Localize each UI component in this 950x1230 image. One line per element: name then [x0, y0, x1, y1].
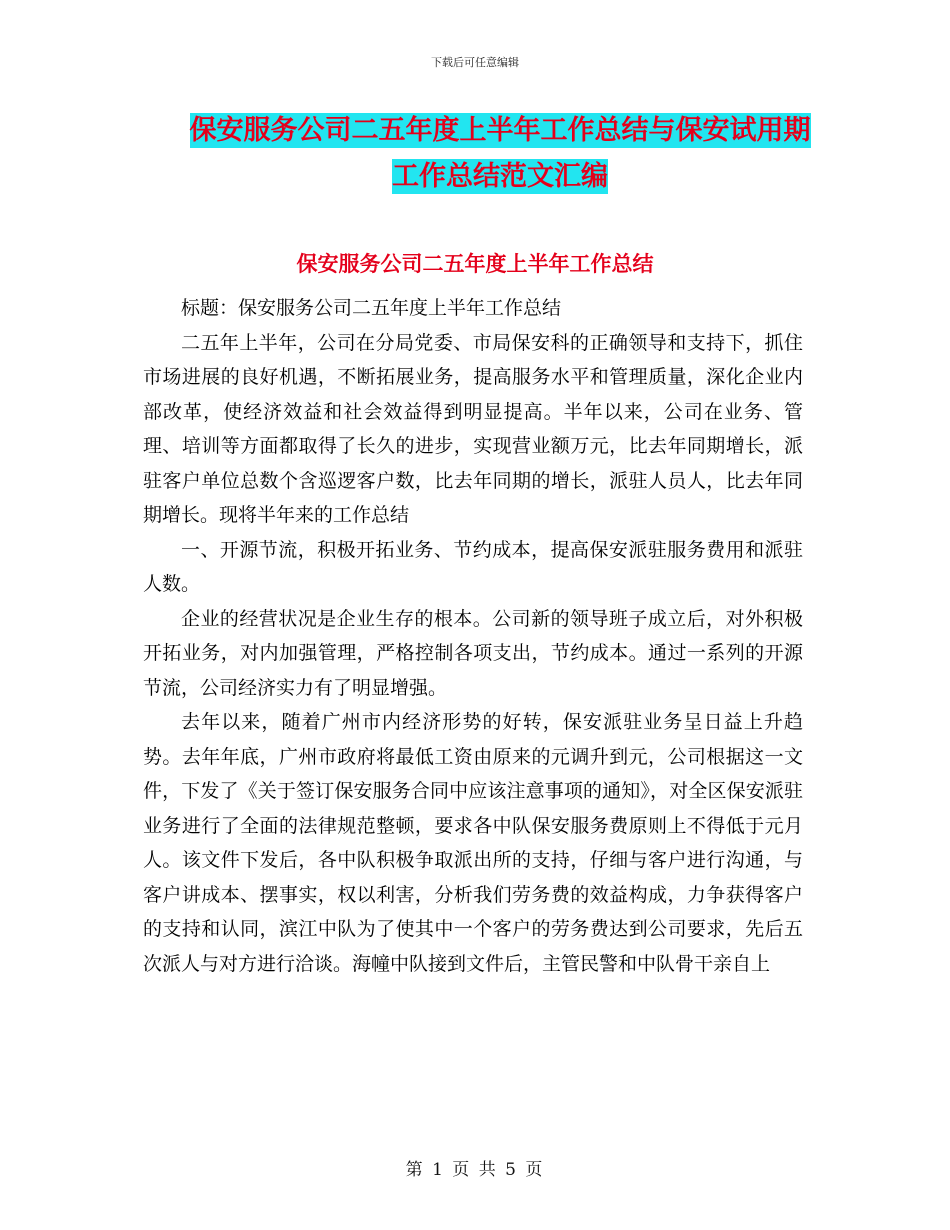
- page-number-footer: 第 1 页 共 5 页: [405, 1160, 545, 1180]
- document-body: [143, 291, 803, 981]
- paragraph-heading-label: 标题：保安服务公司二五年度上半年工作总结: [181, 297, 562, 319]
- section-title: 保安服务公司二五年度上半年工作总结: [296, 252, 654, 276]
- page-header-note: 下载后可任意编辑: [431, 56, 519, 69]
- paragraph-section-one-heading: 一、开源节流，积极开拓业务、节约成本，提高保安派驻服务费用和派驻人数。: [143, 538, 803, 595]
- document-title-line-1: 保安服务公司二五年度上半年工作总结与保安试用期: [189, 115, 811, 146]
- document-title-line-2: 工作总结范文汇编: [392, 161, 608, 192]
- paragraph-intro: 二五年上半年，公司在分局党委、市局保安科的正确领导和支持下，抓住市场进展的良好机遇，不断拓展业务，提高服务水平和管理质量，深化企业内部改革，使经济效益和社会效益得到明显提高。半年以来，公司在业务、管理、培训等方面都取得了长久的进步，实现营业额万元，比去年同期增长，派驻客户单位总数个含巡逻客户数，比去年同期的增长，派驻人员人，比去年同期增长。现将半年来的工作总结: [143, 331, 803, 526]
- paragraph-business-status: 企业的经营状况是企业生存的根本。公司新的领导班子成立后，对外积极开拓业务，对内加强管理，严格控制各项支出，节约成本。通过一系列的开源节流，公司经济实力有了明显增强。: [143, 607, 803, 699]
- document-title: [120, 108, 880, 200]
- paragraph-market-trend: 去年以来，随着广州市内经济形势的好转，保安派驻业务呈日益上升趋势。去年年底，广州市政府将最低工资由原来的元调升到元，公司根据这一文件，下发了《关于签订保安服务合同中应该注意事项的通知》，对全区保安派驻业务进行了全面的法律规范整顿，要求各中队保安服务费原则上不得低于元月人。该文件下发后，各中队积极争取派出所的支持，仔细与客户进行沟通，与客户讲成本、摆事实，权以利害，分析我们劳务费的效益构成，力争获得客户的支持和认同，滨江中队为了使其中一个客户的劳务费达到公司要求，先后五次派人与对方进行洽谈。海幢中队接到文件后，主管民警和中队骨干亲自上: [143, 711, 803, 975]
